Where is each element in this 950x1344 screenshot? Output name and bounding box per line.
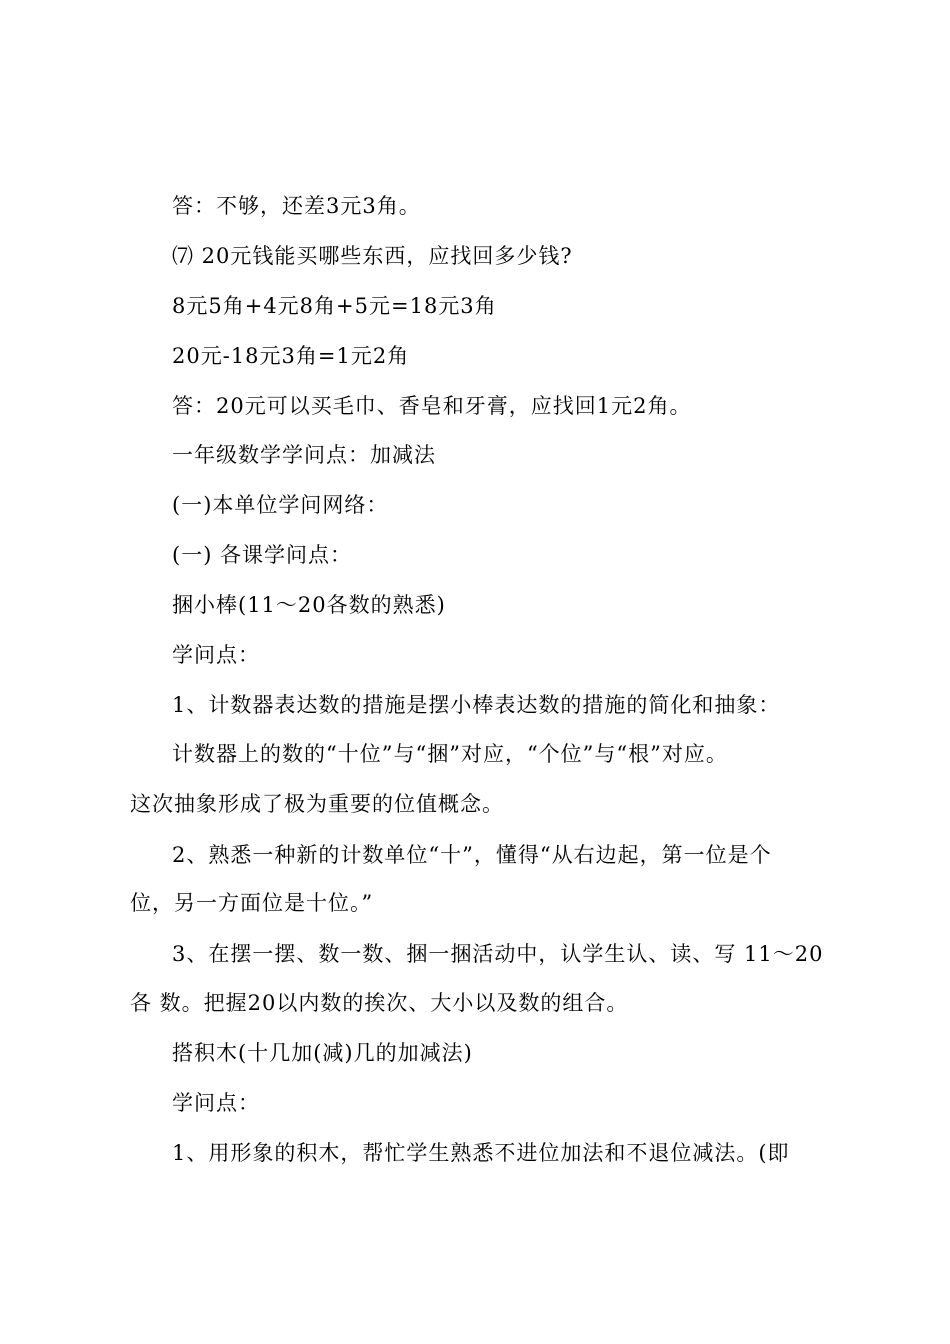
knowledge-point-3: 3、在摆一摆、数一数、捆一捆活动中，认学生认、读、写 11～20 (172, 942, 824, 966)
answer-line-1: 答：不够，还差3元3角。 (172, 194, 421, 218)
calculation-line-1: 8元5角+4元8角+5元=18元3角 (172, 294, 497, 318)
knowledge-point-1: 1、计数器表达数的措施是摆小棒表达数的措施的简化和抽象： (172, 693, 781, 717)
knowledge-point-4: 1、用形象的积木，帮忙学生熟悉不进位加法和不退位减法。(即 (172, 1141, 790, 1165)
knowledge-point-2-continuation: 位，另一方面位是十位。” (130, 891, 374, 915)
knowledge-point-1-detail: 计数器上的数的“十位”与“捆”对应，“个位”与“根”对应。 (172, 742, 728, 766)
answer-line-2: 答：20元可以买毛巾、香皂和牙膏，应找回1元2角。 (172, 394, 692, 418)
calculation-line-2: 20元-18元3角=1元2角 (172, 344, 410, 368)
knowledge-point-2: 2、熟悉一种新的计数单位“十”，懂得“从右边起，第一位是个 (172, 843, 772, 867)
subsection-heading-1: (一)本单位学问网络： (172, 493, 389, 517)
knowledge-label-2: 学问点： (172, 1091, 260, 1115)
knowledge-label-1: 学问点： (172, 643, 260, 667)
section-heading: 一年级数学学问点：加减法 (172, 443, 436, 467)
knowledge-point-3-continuation: 各 数。把握20以内数的挨次、大小以及数的组合。 (130, 991, 629, 1015)
knowledge-point-1-continuation: 这次抽象形成了极为重要的位值概念。 (130, 792, 504, 816)
lesson-title-2: 搭积木(十几加(减)几的加减法) (172, 1041, 473, 1065)
lesson-title-1: 捆小棒(11～20各数的熟悉) (172, 593, 446, 617)
subsection-heading-2: (一) 各课学问点： (172, 543, 353, 567)
question-7: ⑺ 20元钱能买哪些东西，应找回多少钱? (172, 244, 573, 268)
